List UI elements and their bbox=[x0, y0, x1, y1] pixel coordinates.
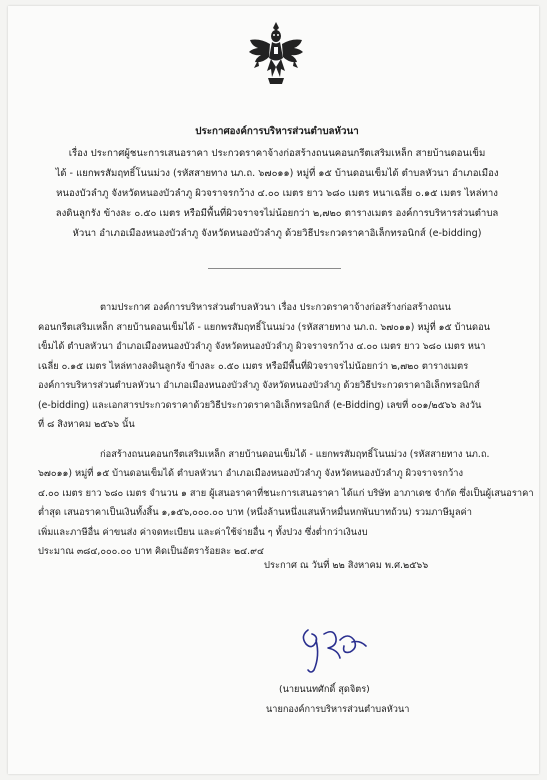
signer-name: (นายนนทศักดิ์ สุดจิตร) bbox=[279, 684, 370, 695]
paragraph-line: ตามประกาศ องค์การบริหารส่วนตำบลหัวนา เรื่อง ประกวดราคาจ้างก่อสร้างก่อสร้างถนน bbox=[100, 302, 451, 313]
garuda-emblem-icon bbox=[246, 20, 306, 86]
paragraph-line: ต่ำสุด เสนอราคาเป็นเงินทั้งสิ้น ๑,๑๕๖,๐๐๐.๐๐ บาท (หนึ่งล้านหนึ่งแสนห้าหมื่นหกพันบาทถ้วน) รวมภาษีมูลค่า bbox=[38, 507, 472, 518]
handwritten-signature-icon bbox=[294, 618, 376, 676]
signer-position: นายกองค์การบริหารส่วนตำบลหัวนา bbox=[266, 704, 410, 715]
announce-date: ประกาศ ณ วันที่ ๒๒ สิงหาคม พ.ศ.๒๕๖๖ bbox=[264, 560, 429, 571]
paragraph-line: ก่อสร้างถนนคอนกรีตเสริมเหล็ก สายบ้านดอนเข็มได้ - แยกพรสัมฤทธิ์โนนม่วง (รหัสสายทาง นภ.ถ. bbox=[100, 448, 490, 460]
paragraph-line: เพิ่มและภาษีอื่น ค่าขนส่ง ค่าจดทะเบียน และค่าใช้จ่ายอื่น ๆ ทั้งปวง ซึ่งต่ำกว่าเงินงบ bbox=[38, 526, 368, 538]
announcement-body bbox=[38, 298, 534, 562]
divider bbox=[208, 268, 341, 269]
paragraph-line: ประมาณ ๓๘๔,๐๐๐.๐๐ บาท คิดเป็นอัตราร้อยละ ๒๔.๙๔ bbox=[38, 546, 264, 557]
document-page bbox=[8, 6, 539, 774]
subject-line: หนองบัวลำภู จังหวัดหนองบัวลำภู ผิวจราจรกว้าง ๔.๐๐ เมตร ยาว ๖๘๐ เมตร หนาเฉลี่ย ๐.๑๕ เมตร ไหล่ทาง bbox=[56, 188, 498, 199]
paragraph-line: คอนกรีตเสริมเหล็ก สายบ้านดอนเข็มได้ - แยกพรสัมฤทธิ์โนนม่วง (รหัสสายทาง นภ.ถ. ๖๗๐๑๑) หมู่ที่ ๑๕ บ้านดอน bbox=[38, 321, 491, 333]
header bbox=[38, 122, 516, 244]
paragraph-line: เข็มได้ ตำบลหัวนา อำเภอเมืองหนองบัวลำภู จังหวัดหนองบัวลำภู ผิวจราจรกว้าง ๔.๐๐ เมตร ยาว ๖๘๐ เมตร หนา bbox=[38, 341, 486, 352]
subject-line: ได้ - แยกพรสัมฤทธิ์โนนม่วง (รหัสสายทาง นภ.ถ. ๖๗๐๑๑) หมู่ที่ ๑๕ บ้านดอนเข็มได้ ตำบลหัวนา อำเภอเมือง bbox=[55, 168, 499, 179]
paragraph-line: ๖๗๐๑๑) หมู่ที่ ๑๕ บ้านดอนเข็มได้ ตำบลหัวนา อำเภอเมืองหนองบัวลำภู จังหวัดหนองบัวลำภู ผิวจราจรกว้าง bbox=[38, 468, 464, 479]
paragraph-line: ที่ ๘ สิงหาคม ๒๕๖๖ นั้น bbox=[38, 419, 135, 430]
paragraph-line: องค์การบริหารส่วนตำบลหัวนา อำเภอเมืองหนองบัวลำภู จังหวัดหนองบัวลำภู ด้วยวิธีประกวดราคาอิเล็กทรอนิกส์ bbox=[38, 380, 480, 391]
paragraph-line: เฉลี่ย ๐.๑๕ เมตร ไหล่ทางลงดินลูกรัง ข้างละ ๐.๕๐ เมตร หรือมีพื้นที่ผิวจราจรไม่น้อยกว่า ๒,๗๒๐ ตารางเมตร bbox=[38, 360, 469, 372]
subject-line: เรื่อง ประกาศผู้ชนะการเสนอราคา ประกวดราคาจ้างก่อสร้างถนนคอนกรีตเสริมเหล็ก สายบ้านดอนเข็ม bbox=[68, 148, 486, 159]
subject-line: หัวนา อำเภอเมืองหนองบัวลำภู จังหวัดหนองบัวลำภู ด้วยวิธีประกวดราคาอิเล็กทรอนิกส์ (e-bidding) bbox=[72, 228, 482, 239]
page-title: ประกาศองค์การบริหารส่วนตำบลหัวนา bbox=[195, 126, 359, 137]
paragraph-line: ๔.๐๐ เมตร ยาว ๖๘๐ เมตร จำนวน ๑ สาย ผู้เสนอราคาที่ชนะการเสนอราคา ได้แก่ บริษัท อาภาเดช จำกัด ซึ่งเป็นผู้เสนอราคา bbox=[38, 487, 534, 499]
paragraph-line: (e-bidding) และเอกสารประกวดราคาด้วยวิธีประกวดราคาอิเล็กทรอนิกส์ (e-Bidding) เลขที่ ๐๐๑/๒๕๖๖ ลงวัน bbox=[38, 399, 482, 411]
subject-line: ลงดินลูกรัง ข้างละ ๐.๕๐ เมตร หรือมีพื้นที่ผิวจราจรไม่น้อยกว่า ๒,๗๒๐ ตารางเมตร องค์การบริหารส่วนตำบล bbox=[55, 208, 499, 219]
